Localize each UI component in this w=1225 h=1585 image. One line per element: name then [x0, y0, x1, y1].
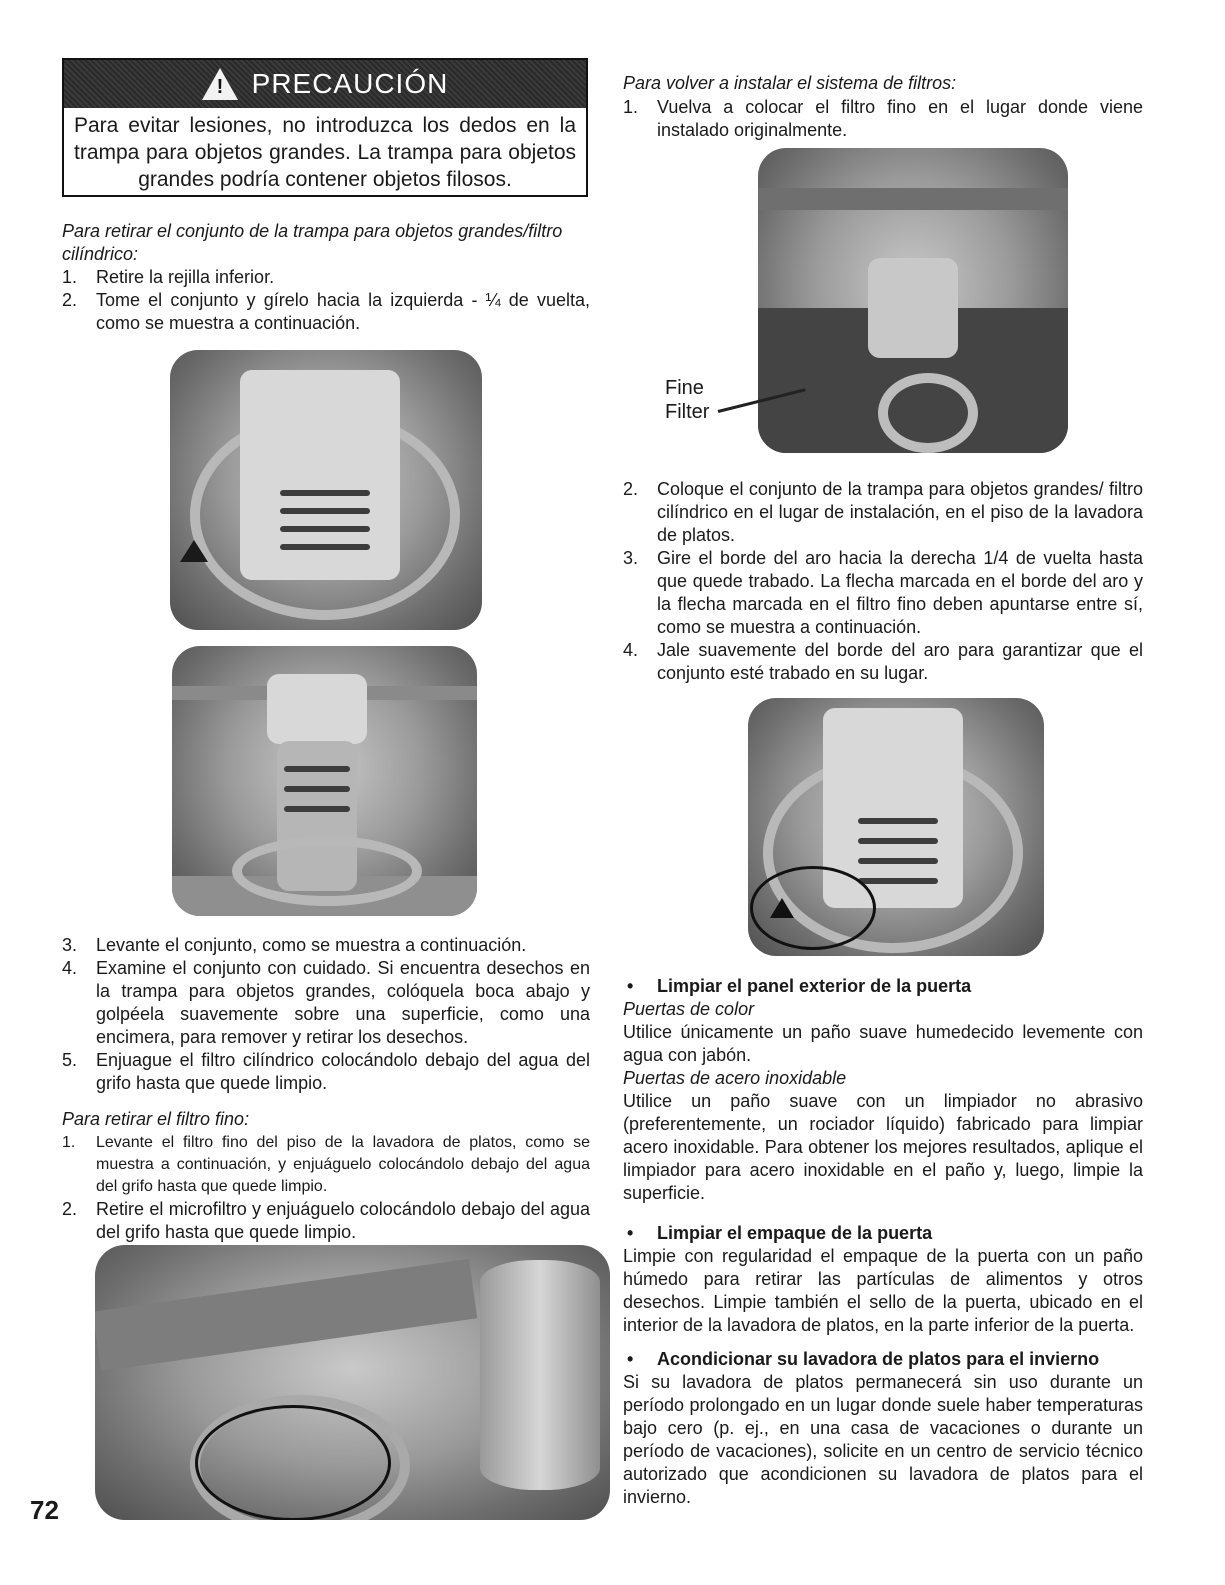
filter-lift-photo — [172, 646, 477, 916]
highlight-circle — [750, 866, 876, 950]
winterize-text: Si su lavadora de platos permanecerá sin uso durante un período prolongado en un lugar donde suele haber temperaturas bajo cero (p. ej., en una casa de vacaciones o durante un período de vacaciones), solicite en un centro de servicio técnico autorizado que acondicionen su lavadora de platos para el invierno. — [623, 1372, 1143, 1507]
fine-filter-removal-photo — [95, 1245, 610, 1520]
list-item: 4. Examine el conjunto con cuidado. Si encuentra desechos en la trampa para objetos grandes, colóquela boca abajo y golpéela suavemente sobre una superficie, como una encimera, para remover y retirar los desechos. — [62, 958, 590, 1047]
door-gasket-text: Limpie con regularidad el empaque de la puerta con un paño húmedo para retirar las partículas de alimentos y otros desechos. Limpie también el sello de la puerta, ubicado en el interior de la lavadora de platos, en la parte inferior de la puerta. — [623, 1246, 1143, 1335]
color-doors-subheading: Puertas de color — [623, 999, 755, 1019]
door-exterior-heading: • Limpiar el panel exterior de la puerta — [627, 976, 972, 996]
warning-triangle-icon: ! — [202, 68, 238, 100]
door-exterior-section — [623, 975, 1143, 1205]
list-item: 1. Vuelva a colocar el filtro fino en el lugar donde viene instalado originalmente. — [623, 97, 1143, 140]
caution-header — [64, 60, 586, 108]
caution-text: Para evitar lesiones, no introduzca los dedos en la trampa para objetos grandes. La trampa para objetos grandes podría contener objetos filosos. — [74, 114, 576, 191]
door-gasket-section — [623, 1222, 1143, 1337]
list-item: 2. Coloque el conjunto de la trampa para objetos grandes/ filtro cilíndrico en el lugar de instalación, en el piso de la lavadora de platos. — [623, 479, 1143, 545]
list-item: 3. Gire el borde del aro hacia la derecha 1/4 de vuelta hasta que quede trabado. La flecha marcada en el borde del aro y la flecha marcada en el filtro fino deben apuntarse entre sí, como se muestra a continuación. — [623, 548, 1143, 637]
install-steps-list — [623, 478, 1143, 685]
highlight-circle — [195, 1405, 391, 1520]
microfilter-image — [480, 1260, 600, 1490]
color-doors-text: Utilice únicamente un paño suave humedecido levemente con agua con jabón. — [623, 1022, 1143, 1065]
fine-filter-steps-list — [62, 1132, 590, 1244]
caution-box — [62, 58, 588, 197]
page-number: 72 — [30, 1495, 59, 1525]
fine-filter-label-line1: Fine — [665, 377, 704, 399]
filter-rotate-photo — [170, 350, 482, 630]
stainless-doors-subheading: Puertas de acero inoxidable — [623, 1068, 847, 1088]
list-item: 1. Retire la rejilla inferior. — [62, 267, 275, 287]
fine-filter-label-line2: Filter — [665, 401, 710, 423]
list-item: 4. Jale suavemente del borde del aro para garantizar que el conjunto esté trabado en su lugar. — [623, 640, 1143, 683]
arrow-icon — [770, 898, 794, 918]
list-item: 3. Levante el conjunto, como se muestra a continuación. — [62, 935, 527, 955]
caution-title: PRECAUCIÓN — [251, 68, 449, 99]
arrow-icon — [180, 540, 208, 562]
inspect-steps-list — [62, 934, 590, 1095]
fine-filter-location-photo — [758, 148, 1068, 453]
list-item: 2. Retire el microfiltro y enjuáguelo colocándolo debajo del agua del grifo hasta que quede limpio. — [62, 1199, 590, 1242]
list-item: 1. Levante el filtro fino del piso de la lavadora de platos, como se muestra a continuación, y enjuáguelo colocándolo debajo del agua del grifo hasta que quede limpio. — [62, 1134, 590, 1195]
reinstall-heading: Para volver a instalar el sistema de filtros: — [623, 73, 957, 93]
list-item: 2. Tome el conjunto y gírelo hacia la izquierda - ¼ de vuelta, como se muestra a continuación. — [62, 290, 590, 333]
remove-steps-list — [62, 266, 590, 335]
remove-assembly-heading: Para retirar el conjunto de la trampa para objetos grandes/filtro cilíndrico: — [62, 221, 563, 264]
door-gasket-heading: • Limpiar el empaque de la puerta — [627, 1223, 933, 1243]
winterize-heading: • Acondicionar su lavadora de platos para el invierno — [627, 1349, 1100, 1369]
winterize-section — [623, 1348, 1143, 1509]
stainless-doors-text: Utilice un paño suave con un limpiador no abrasivo (preferentemente, un rociador líquido) fabricado para limpiar acero inoxidable. Para obtener los mejores resultados, aplique el limpiador para acero inoxidable en el paño y, luego, limpie la superficie. — [623, 1091, 1143, 1203]
assembly-locked-photo — [748, 698, 1044, 956]
reinstall-steps-list — [623, 96, 1143, 142]
remove-fine-filter-heading: Para retirar el filtro fino: — [62, 1109, 250, 1129]
list-item: 5. Enjuague el filtro cilíndrico colocándolo debajo del agua del grifo hasta que quede limpio. — [62, 1050, 590, 1093]
